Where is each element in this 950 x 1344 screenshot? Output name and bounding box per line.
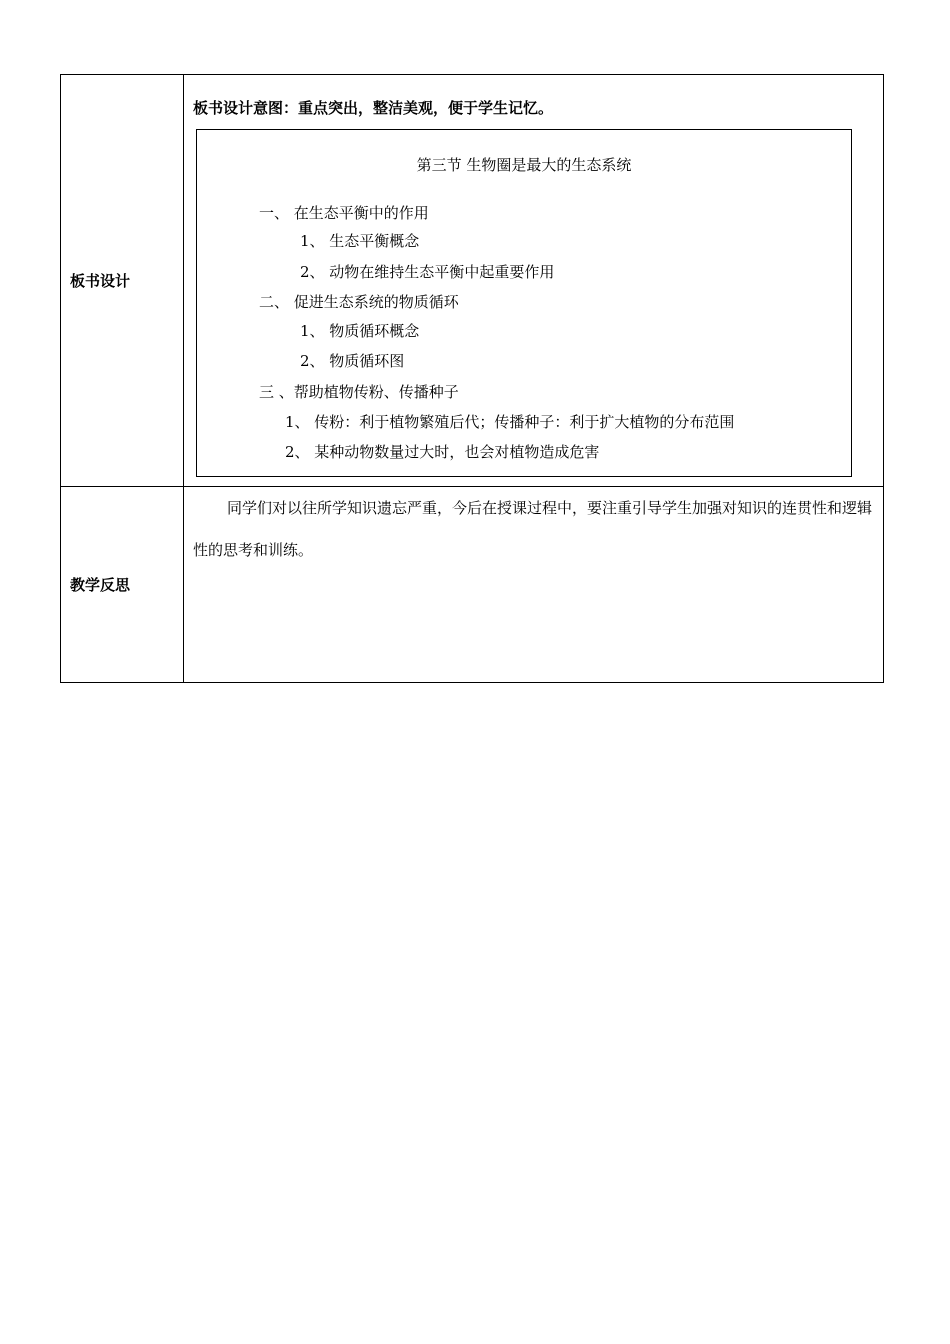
board-design-intent: 板书设计意图：重点突出，整洁美观，便于学生记忆。 (193, 99, 554, 117)
board-design-cell (184, 75, 884, 487)
table-row-reflection (61, 487, 884, 683)
row-label-board-design: 板书设计 (61, 75, 184, 487)
board-title: 第三节 生物圈是最大的生态系统 (416, 156, 632, 174)
board-line-2: 1、 生态平衡概念 (300, 232, 420, 250)
board-outline-box (196, 129, 852, 477)
row-label-reflection: 教学反思 (61, 487, 184, 683)
reflection-text: 同学们对以往所学知识遗忘严重，今后在授课过程中，要注重引导学生加强对知识的连贯性和逻辑性的思考和训练。 (193, 499, 873, 559)
lesson-plan-table (60, 74, 884, 683)
table-row-board-design (61, 75, 884, 487)
board-line-3: 2、 动物在维持生态平衡中起重要作用 (300, 263, 555, 281)
board-line-8: 1、 传粉：利于植物繁殖后代；传播种子：利于扩大植物的分布范围 (285, 413, 735, 431)
board-line-6: 2、 物质循环图 (300, 352, 405, 370)
reflection-cell (184, 487, 884, 683)
board-line-4: 二、 促进生态系统的物质循环 (259, 293, 459, 311)
board-line-5: 1、 物质循环概念 (300, 322, 420, 340)
board-line-7: 三 、帮助植物传粉、传播种子 (259, 383, 459, 401)
board-line-1: 一、 在生态平衡中的作用 (259, 204, 429, 222)
board-line-9: 2、 某种动物数量过大时，也会对植物造成危害 (285, 443, 600, 461)
